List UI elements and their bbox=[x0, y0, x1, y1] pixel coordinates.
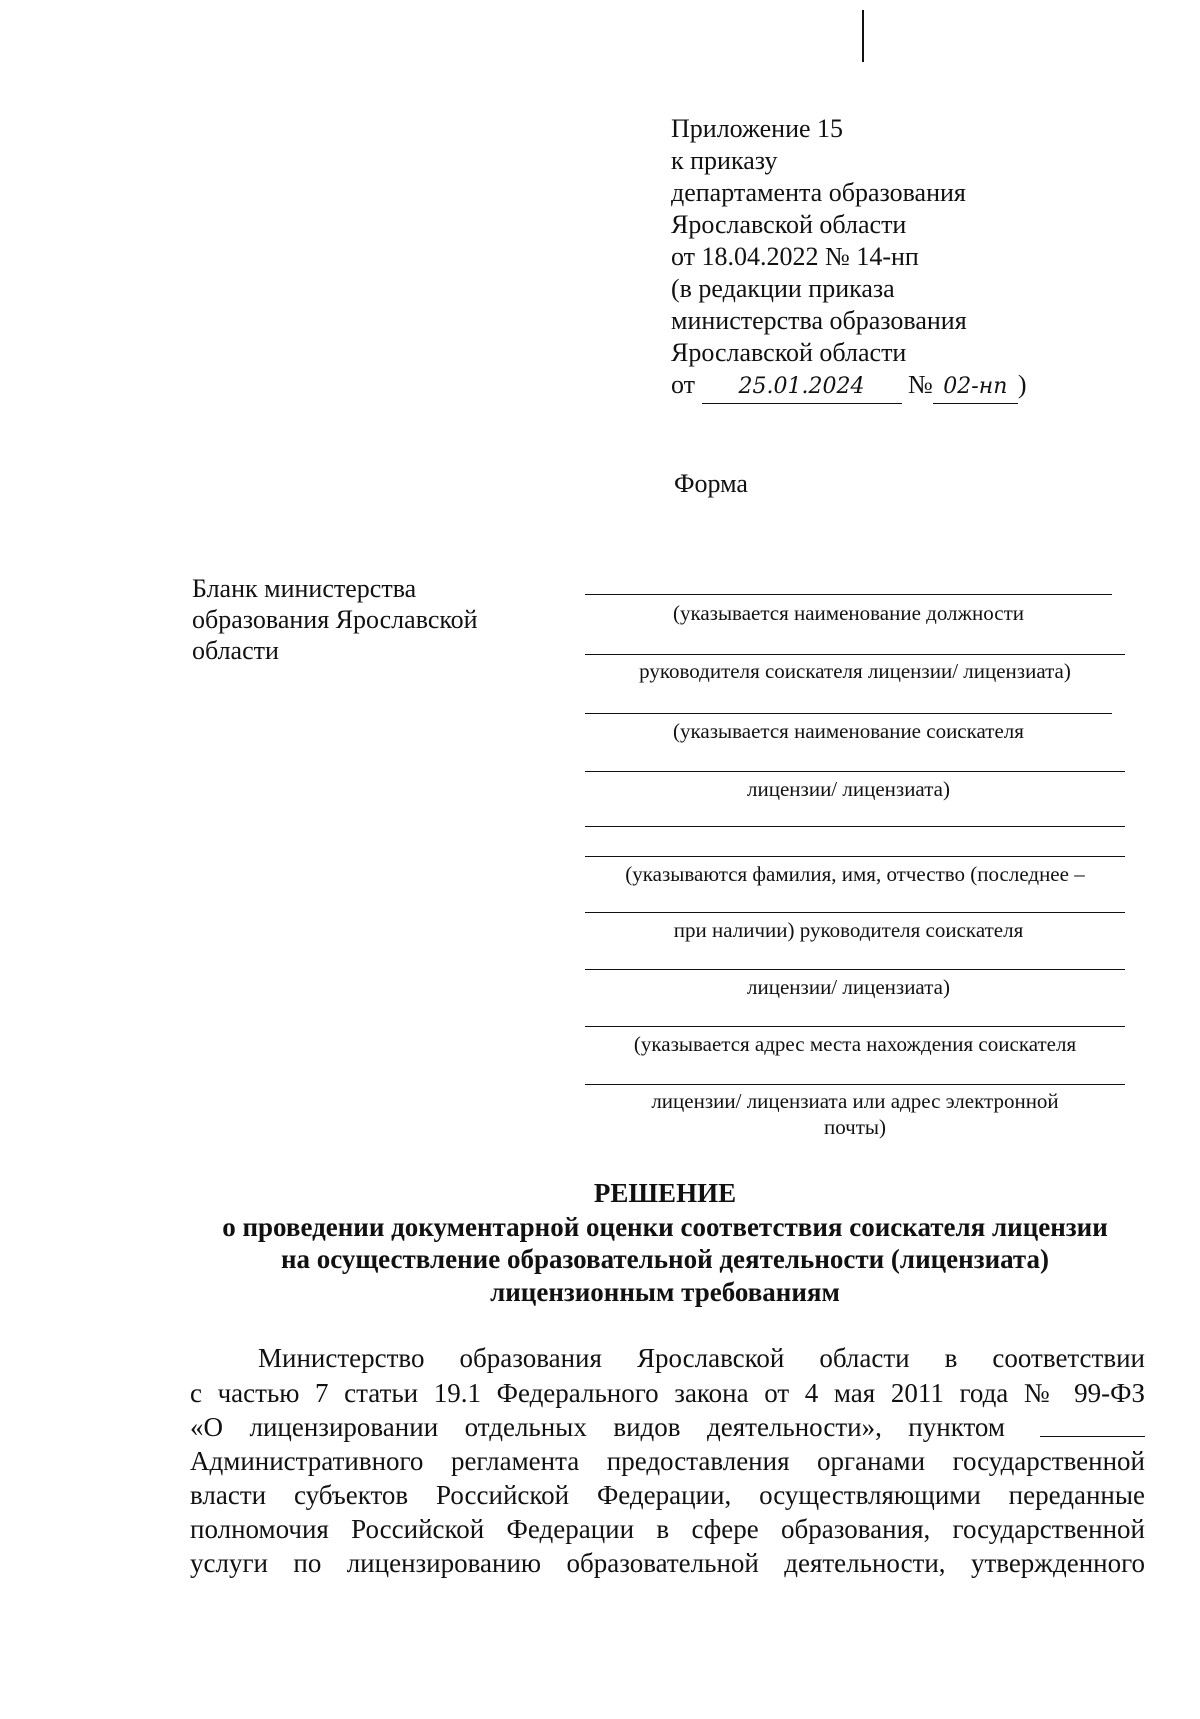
field-line bbox=[585, 856, 1125, 857]
crop-mark bbox=[862, 10, 864, 62]
field-hint: (указываются фамилия, имя, отчество (последнее – bbox=[625, 862, 1085, 886]
inline-fill-line bbox=[1040, 1436, 1145, 1437]
field-hint: (указывается наименование соискателя bbox=[673, 719, 1024, 743]
field-hint: почты) bbox=[823, 1115, 887, 1139]
annex-line: Приложение 15 bbox=[671, 114, 844, 143]
field-hint: (указывается адрес места нахождения соискателя bbox=[633, 1032, 1077, 1056]
form-label: Форма bbox=[674, 469, 748, 498]
field-hint: лицензии/ лицензиата или адрес электронной bbox=[651, 1089, 1059, 1113]
field-line bbox=[585, 594, 1112, 595]
field-hint: лицензии/ лицензиата) bbox=[747, 975, 950, 999]
annex-line: к приказу bbox=[671, 146, 778, 175]
title-line: на осуществление образовательной деятельности (лицензиата) bbox=[280, 1244, 1050, 1274]
body-line: услуги по лицензированию образовательной деятельности, утвержденного bbox=[190, 1548, 1145, 1578]
annex-date-line bbox=[671, 369, 1027, 404]
title-line: лицензионным требованиям bbox=[490, 1277, 840, 1307]
field-line bbox=[585, 826, 1125, 827]
blank-label: Бланк министерства образования Ярославской области bbox=[192, 574, 478, 665]
handwritten-date: 25.01.2024 bbox=[738, 374, 865, 399]
closing-paren: ) bbox=[1017, 370, 1027, 399]
field-line bbox=[585, 1026, 1125, 1027]
annex-line: от 18.04.2022 № 14-нп bbox=[671, 242, 919, 271]
annex-line: Ярославской области bbox=[671, 338, 907, 367]
body-line: полномочия Российской Федерации в сфере образования, государственной bbox=[190, 1514, 1145, 1544]
handwritten-number: 02-нп bbox=[943, 374, 1008, 399]
annex-line: департамента образования bbox=[671, 178, 966, 207]
annex-block bbox=[671, 113, 1027, 404]
annex-line: Ярославской области bbox=[671, 210, 907, 239]
body-line: с частью 7 статьи 19.1 Федерального закона от 4 мая 2011 года № 99-ФЗ bbox=[190, 1378, 1145, 1408]
field-hint: руководителя соискателя лицензии/ лицензиата) bbox=[639, 659, 1071, 683]
document-title: РЕШЕНИЕ bbox=[593, 1178, 737, 1208]
title-line: о проведении документарной оценки соответствия соискателя лицензии bbox=[222, 1212, 1108, 1242]
field-line bbox=[585, 912, 1125, 913]
field-line bbox=[585, 654, 1125, 655]
annex-line: министерства образования bbox=[671, 306, 967, 335]
field-hint: лицензии/ лицензиата) bbox=[747, 777, 950, 801]
field-hint: при наличии) руководителя соискателя bbox=[673, 918, 1024, 942]
number-sign: № bbox=[908, 370, 933, 399]
body-line: Министерство образования Ярославской области в соответствии bbox=[258, 1343, 1145, 1373]
body-line: власти субъектов Российской Федерации, осуществляющими переданные bbox=[190, 1480, 1145, 1510]
date-field bbox=[702, 369, 902, 404]
annex-line: (в редакции приказа bbox=[671, 274, 895, 303]
date-prefix: от bbox=[671, 370, 696, 399]
field-line bbox=[585, 713, 1112, 714]
body-line: Административного регламента предоставления органами государственной bbox=[190, 1446, 1145, 1476]
field-line bbox=[585, 969, 1125, 970]
field-line bbox=[585, 1084, 1125, 1085]
number-field bbox=[933, 369, 1018, 404]
body-line: «О лицензировании отдельных видов деятельности», пунктом bbox=[190, 1412, 1005, 1442]
field-line bbox=[585, 771, 1125, 772]
field-hint: (указывается наименование должности bbox=[672, 601, 1025, 625]
